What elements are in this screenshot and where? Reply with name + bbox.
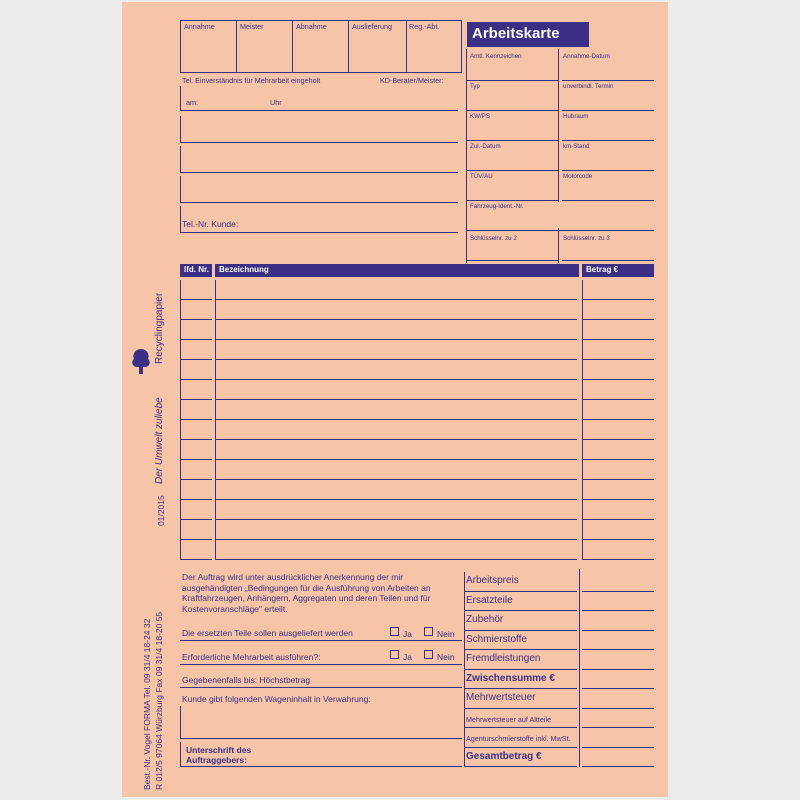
summary-amount-line bbox=[582, 727, 654, 728]
summary-label: Arbeitspreis bbox=[466, 575, 519, 586]
field-kennzeichen: Amtl. Kennzeichen bbox=[470, 53, 522, 60]
line-bracket bbox=[180, 206, 181, 232]
summary-amount-line bbox=[582, 591, 654, 592]
summary-amount-line bbox=[582, 708, 654, 709]
row-amount-line bbox=[582, 399, 654, 400]
row-no-bracket bbox=[180, 360, 181, 379]
row-no-bracket bbox=[180, 440, 181, 459]
summary-line bbox=[464, 610, 577, 611]
row-no-line bbox=[180, 379, 212, 380]
row-no-bracket bbox=[180, 340, 181, 359]
row-amount-bracket bbox=[582, 340, 583, 359]
consent-am-label: am: bbox=[186, 98, 198, 107]
row-no-bracket bbox=[180, 320, 181, 339]
row-desc-bracket bbox=[215, 460, 216, 479]
summary-line bbox=[464, 747, 577, 748]
row-desc-bracket bbox=[215, 380, 216, 399]
row-desc-bracket bbox=[215, 420, 216, 439]
terms-text: Der Auftrag wird unter ausdrücklicher Anerkennung der mir ausgehändigten „Bedingungen für die Ausführung von Arbeiten an Kraftfahrzeugen, Anhängern, Aggregaten und deren Teilen und für Kostenvoranschläge" erteilt. bbox=[182, 572, 431, 614]
summary-bracket bbox=[464, 689, 465, 708]
signature-label: Unterschrift des Auftraggebers: bbox=[186, 745, 252, 765]
row-desc-line bbox=[215, 499, 577, 500]
recycling-paper-text: Recyclingpapier bbox=[154, 292, 165, 364]
tree-icon bbox=[130, 347, 152, 375]
grid-line bbox=[466, 230, 654, 231]
consent-bracket bbox=[180, 86, 181, 110]
row-no-bracket bbox=[180, 280, 181, 299]
grid-line bbox=[466, 260, 558, 261]
row-desc-line bbox=[215, 559, 577, 560]
field-typ: Typ bbox=[470, 83, 480, 90]
summary-label: Zubehör bbox=[466, 614, 504, 625]
summary-label: Mehrwertsteuer auf Altteile bbox=[466, 714, 552, 724]
row-no-line bbox=[180, 419, 212, 420]
header-box-auslieferung: Auslieferung bbox=[352, 22, 392, 31]
summary-amount-line bbox=[582, 610, 654, 611]
line-bracket bbox=[180, 116, 181, 142]
row-no-line bbox=[180, 539, 212, 540]
row-amount-bracket bbox=[582, 360, 583, 379]
row-amount-line bbox=[582, 479, 654, 480]
row-amount-bracket bbox=[582, 460, 583, 479]
grid-line bbox=[562, 80, 654, 81]
row-no-bracket bbox=[180, 540, 181, 559]
row-desc-line bbox=[215, 359, 577, 360]
row-amount-bracket bbox=[582, 520, 583, 539]
consent-uhr-label: Uhr bbox=[270, 98, 282, 107]
col-header-desc: Bezeichnung bbox=[215, 264, 579, 277]
terms-line bbox=[180, 640, 462, 641]
summary-divider bbox=[579, 569, 580, 767]
grid-line bbox=[562, 140, 654, 141]
row-desc-line bbox=[215, 419, 577, 420]
row-amount-line bbox=[582, 319, 654, 320]
grid-divider bbox=[558, 49, 559, 202]
signature-bracket bbox=[180, 742, 181, 766]
row-no-line bbox=[180, 399, 212, 400]
grid-line bbox=[562, 110, 654, 111]
row-no-line bbox=[180, 499, 212, 500]
row-amount-line bbox=[582, 519, 654, 520]
field-motorcode: Motorcode bbox=[563, 173, 593, 180]
row-desc-bracket bbox=[215, 280, 216, 299]
grid-line bbox=[562, 260, 654, 261]
row-desc-line bbox=[215, 379, 577, 380]
row-amount-line bbox=[582, 499, 654, 500]
summary-line bbox=[464, 669, 577, 670]
summary-label: Gesamtbetrag € bbox=[466, 750, 542, 762]
row-no-line bbox=[180, 299, 212, 300]
row-amount-bracket bbox=[582, 400, 583, 419]
extra-yes-checkbox[interactable] bbox=[390, 650, 399, 659]
row-no-line bbox=[180, 359, 212, 360]
row-no-bracket bbox=[180, 500, 181, 519]
row-desc-line bbox=[215, 459, 577, 460]
summary-label: Zwischensumme € bbox=[466, 672, 555, 684]
grid-line bbox=[466, 140, 558, 141]
header-divider bbox=[461, 20, 462, 72]
header-divider bbox=[406, 20, 407, 72]
grid-line bbox=[466, 200, 558, 201]
summary-amount-line bbox=[582, 766, 654, 767]
row-desc-line bbox=[215, 319, 577, 320]
parts-no-checkbox[interactable] bbox=[424, 627, 433, 636]
recycling-text: Der Umwelt zuliebe bbox=[154, 397, 165, 484]
row-desc-bracket bbox=[215, 400, 216, 419]
row-desc-bracket bbox=[215, 500, 216, 519]
summary-line bbox=[464, 766, 577, 767]
row-amount-bracket bbox=[582, 480, 583, 499]
row-no-bracket bbox=[180, 480, 181, 499]
row-amount-line bbox=[582, 359, 654, 360]
extra-no-label: Nein bbox=[437, 652, 455, 662]
terms-line bbox=[180, 687, 462, 688]
row-desc-bracket bbox=[215, 540, 216, 559]
row-amount-bracket bbox=[582, 380, 583, 399]
field-tuev: TÜV/AU bbox=[470, 173, 493, 180]
grid-line bbox=[466, 110, 558, 111]
parts-returned-label: Die ersetzten Teile sollen ausgeliefert werden bbox=[182, 628, 353, 638]
advisor-label: KD-Berater/Meister: bbox=[380, 76, 444, 85]
extra-work-label: Erforderliche Mehrarbeit ausführen?: bbox=[182, 652, 321, 662]
summary-amount-line bbox=[582, 669, 654, 670]
summary-line bbox=[464, 630, 577, 631]
field-key3: Schlüsselnr. zu 3 bbox=[563, 235, 610, 242]
custody-line bbox=[180, 738, 462, 739]
row-no-line bbox=[180, 459, 212, 460]
summary-line bbox=[464, 708, 577, 709]
row-no-bracket bbox=[180, 520, 181, 539]
row-amount-bracket bbox=[582, 280, 583, 299]
row-no-line bbox=[180, 319, 212, 320]
custody-bracket bbox=[180, 706, 181, 738]
card-title: Arbeitskarte bbox=[467, 22, 589, 47]
field-key2: Schlüsselnr. zu 2 bbox=[470, 235, 517, 242]
summary-label: Schmierstoffe bbox=[466, 633, 527, 645]
grid-line bbox=[562, 170, 654, 171]
row-no-line bbox=[180, 479, 212, 480]
row-amount-line bbox=[582, 559, 654, 560]
row-no-bracket bbox=[180, 380, 181, 399]
grid-line bbox=[562, 200, 654, 201]
col-header-amount: Betrag € bbox=[582, 264, 654, 277]
extra-yes-label: Ja bbox=[403, 652, 412, 662]
summary-amount-line bbox=[582, 747, 654, 748]
row-desc-line bbox=[215, 479, 577, 480]
summary-bracket bbox=[464, 572, 465, 591]
publisher-line-1: Best.-Nr. Vogel FORMA Tel. 09 31/4 18-24 32 bbox=[142, 618, 152, 790]
row-amount-line bbox=[582, 459, 654, 460]
row-amount-bracket bbox=[582, 440, 583, 459]
row-desc-bracket bbox=[215, 440, 216, 459]
row-amount-line bbox=[582, 339, 654, 340]
parts-yes-checkbox[interactable] bbox=[390, 627, 399, 636]
row-amount-line bbox=[582, 299, 654, 300]
work-order-form bbox=[122, 2, 668, 797]
summary-bracket bbox=[464, 631, 465, 650]
parts-no-label: Nein bbox=[437, 629, 455, 639]
grid-divider bbox=[558, 228, 559, 263]
row-desc-line bbox=[215, 339, 577, 340]
summary-label: Ersatzteile bbox=[466, 594, 513, 606]
field-termin: unverbindl. Termin bbox=[563, 83, 614, 90]
header-bottom-line bbox=[180, 72, 462, 73]
field-vin: Fahrzeug-Ident.-Nr. bbox=[470, 203, 524, 210]
summary-line bbox=[464, 649, 577, 650]
row-desc-bracket bbox=[215, 320, 216, 339]
row-no-bracket bbox=[180, 460, 181, 479]
row-desc-bracket bbox=[215, 300, 216, 319]
grid-line bbox=[466, 80, 558, 81]
publisher-line-2: R 012/5 97064 Würzburg Fax 09 31/4 18-20 55 bbox=[154, 611, 164, 790]
row-desc-bracket bbox=[215, 360, 216, 379]
row-amount-bracket bbox=[582, 500, 583, 519]
summary-amount-line bbox=[582, 649, 654, 650]
row-amount-bracket bbox=[582, 540, 583, 559]
line-bracket bbox=[180, 146, 181, 172]
field-hubraum: Hubraum bbox=[563, 113, 589, 120]
customer-line bbox=[180, 142, 458, 143]
customer-line bbox=[180, 172, 458, 173]
summary-line bbox=[464, 727, 577, 728]
summary-bracket bbox=[464, 650, 465, 669]
summary-bracket bbox=[464, 728, 465, 747]
header-box-abnahme: Abnahme bbox=[296, 22, 327, 31]
row-no-bracket bbox=[180, 420, 181, 439]
field-km-stand: km-Stand bbox=[563, 143, 590, 150]
summary-line bbox=[464, 688, 577, 689]
header-divider bbox=[236, 20, 237, 72]
row-amount-line bbox=[582, 419, 654, 420]
parts-yes-label: Ja bbox=[403, 629, 412, 639]
row-no-bracket bbox=[180, 300, 181, 319]
row-desc-bracket bbox=[215, 340, 216, 359]
row-amount-line bbox=[582, 439, 654, 440]
row-desc-bracket bbox=[215, 520, 216, 539]
row-desc-line bbox=[215, 299, 577, 300]
summary-label: Mehrwertsteuer bbox=[466, 692, 536, 703]
summary-amount-line bbox=[582, 630, 654, 631]
row-no-line bbox=[180, 519, 212, 520]
row-desc-line bbox=[215, 519, 577, 520]
extra-no-checkbox[interactable] bbox=[424, 650, 433, 659]
summary-label: Agenturschmierstoffe inkl. MwSt. bbox=[466, 734, 571, 743]
row-no-line bbox=[180, 339, 212, 340]
header-divider bbox=[348, 20, 349, 72]
header-divider bbox=[180, 20, 181, 72]
field-annahme-datum: Annahme-Datum bbox=[563, 53, 610, 60]
summary-label: Fremdleistungen bbox=[466, 653, 541, 664]
row-no-line bbox=[180, 559, 212, 560]
row-no-line bbox=[180, 439, 212, 440]
custody-label: Kunde gibt folgenden Wageninhalt in Verwahrung: bbox=[182, 694, 371, 704]
line-bracket bbox=[180, 176, 181, 202]
row-amount-bracket bbox=[582, 300, 583, 319]
consent-label: Tel. Einverständnis für Mehrarbeit eingeholt bbox=[182, 76, 321, 85]
row-desc-bracket bbox=[215, 480, 216, 499]
col-header-no: lfd. Nr. bbox=[180, 264, 212, 277]
summary-bracket bbox=[464, 670, 465, 689]
customer-phone-label: Tel.-Nr. Kunde: bbox=[182, 219, 239, 229]
row-desc-line bbox=[215, 539, 577, 540]
summary-bracket bbox=[464, 709, 465, 728]
summary-bracket bbox=[464, 611, 465, 630]
row-amount-line bbox=[582, 539, 654, 540]
summary-bracket bbox=[464, 592, 465, 611]
field-kw-ps: KW/PS bbox=[470, 113, 490, 120]
row-amount-bracket bbox=[582, 320, 583, 339]
row-desc-line bbox=[215, 399, 577, 400]
customer-line bbox=[180, 202, 458, 203]
header-divider bbox=[292, 20, 293, 72]
header-box-meister: Meister bbox=[240, 22, 264, 31]
row-desc-line bbox=[215, 439, 577, 440]
consent-line bbox=[180, 110, 458, 111]
grid-line bbox=[466, 170, 558, 171]
header-box-reg-abt: Reg.-Abt. bbox=[409, 22, 440, 31]
summary-bracket bbox=[464, 748, 465, 767]
max-amount-label: Gegebenenfalls bis: Höchstbetrag bbox=[182, 675, 311, 685]
header-top-line bbox=[180, 20, 462, 21]
row-amount-line bbox=[582, 379, 654, 380]
row-amount-bracket bbox=[582, 420, 583, 439]
field-zul-datum: Zul.-Datum bbox=[470, 143, 501, 150]
terms-line bbox=[180, 664, 462, 665]
customer-line bbox=[180, 232, 458, 233]
signature-line bbox=[180, 766, 462, 767]
header-box-annahme: Annahme bbox=[184, 22, 215, 31]
row-no-bracket bbox=[180, 400, 181, 419]
date-code: 01/2015 bbox=[156, 495, 166, 526]
summary-line bbox=[464, 591, 577, 592]
summary-amount-line bbox=[582, 688, 654, 689]
